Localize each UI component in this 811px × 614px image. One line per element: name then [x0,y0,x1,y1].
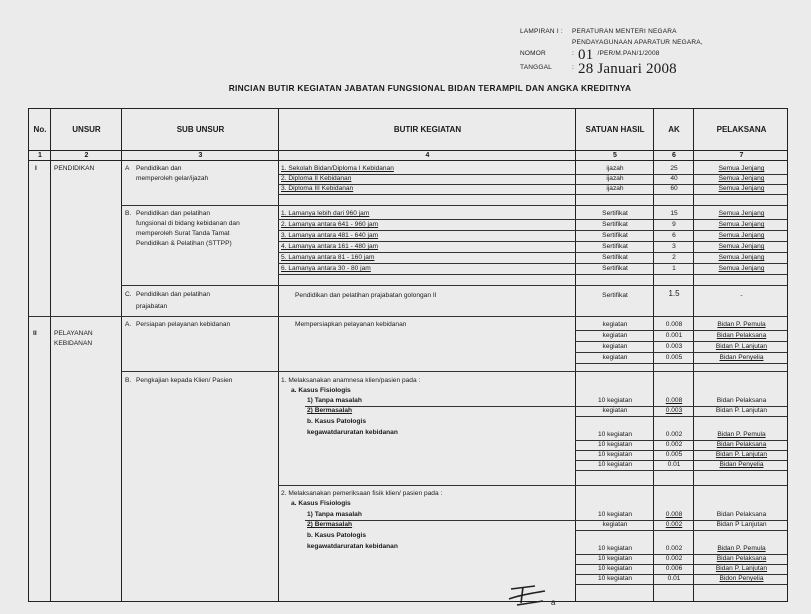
ak-cell: 60 [670,185,678,192]
pelaksana-cell: Bidan P. Lanjutan [715,343,768,350]
ak-cell: 0.01 [667,575,681,582]
ak-cell: 0.008 [665,321,683,328]
pelaksana-cell: Bidan Penyelia [719,461,764,468]
ak-cell: 0.003 [665,343,683,350]
lampiran-label: LAMPIRAN I : [520,28,563,35]
sub-unsur-letter: A [125,165,130,172]
butir-text: 2. Lamanya antara 641 - 960 jam [281,221,379,228]
unsur-label: KEBIDANAN [54,340,93,347]
ak-cell: 0.002 [665,521,683,528]
sub-unsur-letter: B. [125,377,132,384]
ak-cell: 0.001 [665,332,683,339]
satuan-cell: kegiatan [602,521,628,528]
pelaksana-cell: Bidan Pelaksana [716,332,767,339]
table-row [278,230,787,231]
nomor-suffix: /PER/M.PAN/1/2008 [597,50,660,57]
butir-text: Pendidikan dan pelatihan prajabatan golongan II [295,292,437,299]
sub-unsur-label: Pendidikan dan [136,165,182,172]
satuan-cell: Sertifikat [602,210,628,217]
satuan-cell: kegiatan [602,407,628,414]
ak-cell: 0.002 [665,431,683,438]
col-number: 4 [279,151,576,161]
grid-line [121,371,787,372]
sub-unsur-label: Pendidikan & Pelatihan (STTPP) [136,240,232,247]
pelaksana-cell: Bidan Pelaksana [716,397,767,404]
satuan-cell: 10 kegiatan [597,397,633,404]
butir-text: Mempersiapkan pelayanan kebidanan [295,321,407,328]
ak-cell: 25 [670,165,678,172]
pelaksana-cell: Semua Jenjang [718,175,765,182]
nomor-value: 01 [578,47,594,63]
row-number: I [35,165,37,172]
satuan-cell: ijazah [606,185,624,192]
butir-text: 3. Lamanya antara 481 - 640 jam [281,232,379,239]
butir-heading: 1. Melaksanakan anamnesa klien/pasien pada : [281,377,421,384]
pelaksana-cell: Semua Jenjang [718,265,765,272]
ak-cell: 0.002 [665,555,683,562]
svg-text:a: a [551,598,556,607]
grid-line [121,285,787,286]
ak-cell: 15 [670,210,678,217]
satuan-cell: kegiatan [602,354,628,361]
regulation-line-2: PENDAYAGUNAAN APARATUR NEGARA, [572,39,703,46]
col-number: 1 [29,151,51,161]
butir-text: a. Kasus Fisiologis [291,500,351,507]
satuan-cell: Sertifikat [602,232,628,239]
pelaksana-cell: Bidan P. Lanjutan [715,565,768,572]
satuan-cell: kegiatan [602,332,628,339]
butir-text: a. Kasus Fisiologis [291,387,351,394]
satuan-cell: 10 kegiatan [597,555,633,562]
ak-cell: 40 [670,175,678,182]
pelaksana-cell: Bidan P. Pemula [717,545,766,552]
satuan-cell: 10 kegiatan [597,461,633,468]
ak-cell: 0.002 [665,545,683,552]
sub-unsur-label: memperoleh Surat Tanda Tamat [136,230,230,237]
pelaksana-cell: Bidon Penyelia [719,575,764,582]
table-row [575,584,787,585]
ak-cell: 0.003 [665,407,683,414]
grid-line [575,416,787,417]
unsur-label: PELAYANAN [54,330,93,337]
table-row [278,263,787,264]
butir-text: b. Kasus Patologis [307,532,366,539]
col-number: 5 [576,151,654,161]
col-number: 7 [694,151,788,161]
butir-text: 2. Diploma II Kebidanan [281,175,352,182]
sub-unsur-label: Pendidikan dan pelatihan [136,210,211,217]
sub-unsur-label: Pendidikan dan pelatihan [136,291,211,298]
ak-cell: 0.01 [667,461,681,468]
col-header-butir: BUTIR KEGIATAN [279,109,576,151]
pelaksana-cell: Bidan Pelaksana [716,555,767,562]
butir-text: 1. Lamanya lebih dari 960 jam [281,210,370,217]
sub-unsur-label: fungsional di bidang kebidanan dan [136,220,240,227]
col-number: 3 [122,151,279,161]
col-header-no: No. [29,109,51,151]
grid-line [121,109,122,601]
satuan-cell: Sertifikat [602,243,628,250]
satuan-cell: 10 kegiatan [597,545,633,552]
pelaksana-cell: Semua Jenjang [718,254,765,261]
table-row [575,352,787,353]
satuan-cell: 10 kegiatan [597,575,633,582]
credit-table [28,108,788,602]
table-row [278,241,787,242]
sub-unsur-letter: C. [125,291,132,298]
sub-unsur-label: Pengkajian kepada Klien/ Pasien [136,377,233,384]
satuan-cell: ijazah [606,165,624,172]
pelaksana-cell: Semua Jenjang [718,185,765,192]
ak-cell: 0.002 [665,441,683,448]
ak-cell: 1.5 [668,289,680,298]
butir-text: 1) Tanpa masalah [307,397,362,404]
ak-cell: 0.005 [665,451,683,458]
grid-line [29,316,787,317]
table-row [278,252,787,253]
col-header-ak: AK [654,109,694,151]
table-row [575,363,787,364]
pelaksana-cell: - [740,292,743,299]
col-header-pelaksana: PELAKSANA [694,109,788,151]
row-number: II [33,330,37,337]
pelaksana-cell: Bidan P. Pemula [717,321,766,328]
butir-text: kegawatdaruratan kebidanan [307,429,398,436]
tanggal-label: TANGGAL [520,64,552,71]
pelaksana-cell: Semua Jenjang [718,165,765,172]
document-title: RINCIAN BUTIR KEGIATAN JABATAN FUNGSIONAL BIDAN TERAMPIL DAN ANGKA KREDITNYA [228,83,632,93]
butir-text: 2) Bermasalah [307,521,353,528]
pelaksana-cell: Semua Jenjang [718,232,765,239]
ak-cell: 0.005 [665,354,683,361]
satuan-cell: kegiatan [602,343,628,350]
sub-unsur-label: prajabatan [136,303,168,310]
sub-unsur-letter: B. [125,210,132,217]
ak-cell: 1 [672,265,676,272]
butir-text: 2) Bermasalah [307,407,353,414]
table-row [278,194,787,195]
pelaksana-cell: Bidan P. Lanjutan [715,451,768,458]
pelaksana-cell: Semua Jenjang [718,210,765,217]
satuan-cell: 10 kegiatan [597,431,633,438]
table-row [278,274,787,275]
butir-text: b. Kasus Patologis [307,418,366,425]
grid-line [575,530,787,531]
ak-cell: 0.006 [665,565,683,572]
butir-text: 5. Lamanya antara 81 - 160 jam [281,254,375,261]
pelaksana-cell: Bidan Pelaksana [716,511,767,518]
butir-heading: 2. Melaksanakan pemeriksaan fisik klien/ pasien pada : [281,490,443,497]
col-header-sub-unsur: SUB UNSUR [122,109,279,151]
satuan-cell: 10 kegiatan [597,511,633,518]
regulation-line-1: PERATURAN MENTERI NEGARA [572,28,677,35]
butir-text: kegawatdaruratan kebidanan [307,543,398,550]
table-row [575,470,787,471]
nomor-label: NOMOR [520,50,546,57]
satuan-cell: 10 kegiatan [597,451,633,458]
pelaksana-cell: Semua Jenjang [718,243,765,250]
col-header-satuan: SATUAN HASIL [576,109,654,151]
satuan-cell: kegiatan [602,321,628,328]
satuan-cell: Sertifikat [602,265,628,272]
col-number: 2 [51,151,122,161]
butir-text: 1. Sekolah Bidan/Diploma I Kebidanan [281,165,394,172]
ak-cell: 2 [672,254,676,261]
sub-unsur-letter: A. [125,321,132,328]
grid-line [278,485,787,486]
butir-text: 1) Tanpa masalah [307,511,362,518]
unsur-label: PENDIDIKAN [54,165,95,172]
header-reference: LAMPIRAN I : PERATURAN MENTERI NEGARA PENDAYAGUNAAN APARATUR NEGARA, NOMOR : 01 /PER/M.PAN/1/2008 TANGGAL : 28 Januari 2008 [520,28,703,77]
pelaksana-cell: Bidan P. Lanjutan [715,407,768,414]
satuan-cell: 10 kegiatan [597,565,633,572]
sub-unsur-label: memperoleh gelar/ijazah [136,175,209,182]
ak-cell: 3 [672,243,676,250]
pelaksana-cell: Bidan P. Pemula [717,431,766,438]
grid-line [50,109,51,601]
satuan-cell: Sertifikat [602,292,628,299]
satuan-cell: 10 kegiatan [597,441,633,448]
ak-cell: 6 [672,232,676,239]
ak-cell: 0.008 [665,397,683,404]
pelaksana-cell: Semua Jenjang [718,221,765,228]
col-header-unsur: UNSUR [51,109,122,151]
butir-text: 3. Diploma III Kebidanan [281,185,354,192]
col-number: 6 [654,151,694,161]
tanggal-value: 28 Januari 2008 [578,61,677,77]
pelaksana-cell: Bidan P Lanjutan [716,521,767,528]
butir-text: 6. Lamanya antara 30 - 80 jam [281,265,371,272]
sub-unsur-label: Persiapan pelayanan kebidanan [136,321,231,328]
grid-line [278,109,279,601]
table-row [575,341,787,342]
ak-cell: 0.008 [665,511,683,518]
pelaksana-cell: Bidan Pelaksana [716,441,767,448]
satuan-cell: Sertifikat [602,221,628,228]
pelaksana-cell: Bidan Penyelia [719,354,764,361]
table-row [278,219,787,220]
satuan-cell: Sertifikat [602,254,628,261]
satuan-cell: ijazah [606,175,624,182]
paraf-signature-mark [505,581,565,609]
table-row [575,330,787,331]
ak-cell: 9 [672,221,676,228]
butir-text: 4. Lamanya antara 161 - 480 jam [281,243,379,250]
grid-line [121,205,787,206]
